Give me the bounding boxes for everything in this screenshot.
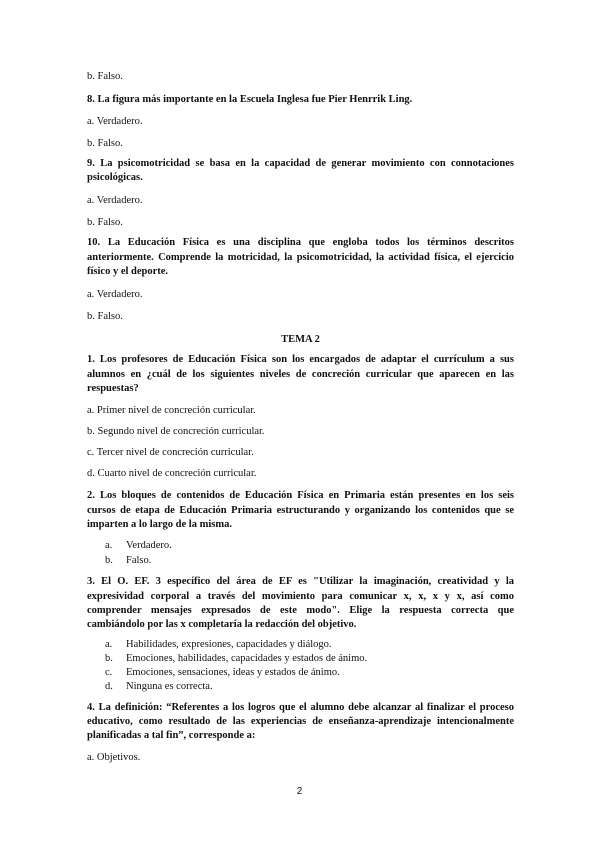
answer-a-q1: a. Primer nivel de concreción curricular. [87, 405, 256, 416]
answer-b-q7: b. Falso. [87, 71, 123, 82]
question-4-line-3: planificadas a tal fin”, corresponde a: [87, 730, 256, 741]
question-1-line-3: respuestas? [87, 383, 139, 394]
question-8: 8. La figura más importante en la Escuela Inglesa fue Pier Henrrik Ling. [87, 94, 413, 105]
list-marker: b. [105, 653, 113, 664]
list-text: Falso. [126, 555, 152, 566]
question-3-line-1: 3. El O. EF. 3 específico del área de EF es "Utilizar la imaginación, creatividad y la [87, 576, 514, 587]
question-1-line-1: 1. Los profesores de Educación Física son los encargados de adaptar el currículum a sus [87, 354, 514, 365]
list-marker: d. [105, 681, 113, 692]
answer-b-q10: b. Falso. [87, 311, 123, 322]
question-2-line-2: cursos de etapa de Educación Primaria estructurando y organizando los contenidos que se [87, 505, 514, 516]
question-1-line-2: alumnos en ¿cuál de los siguientes niveles de concreción curricular que aparecen en las [87, 369, 514, 380]
question-2-line-1: 2. Los bloques de contenidos de Educación Física en Primaria están presentes en los seis [87, 490, 514, 501]
question-3-line-2: expresividad corporal a través del movimiento para comunicar x, x, x y x, así como [87, 591, 514, 602]
list-item-q3-a [105, 638, 505, 651]
list-marker: a. [105, 639, 113, 650]
question-3-line-4: cambiándolo por las x completaría la redacción del objetivo. [87, 619, 357, 630]
question-2-line-3: imparten a lo largo de la misma. [87, 519, 232, 530]
answer-c-q1: c. Tercer nivel de concreción curricular. [87, 447, 254, 458]
answer-b-q1: b. Segundo nivel de concreción curricular. [87, 426, 265, 437]
answer-a-q10: a. Verdadero. [87, 289, 143, 300]
list-item-q3-b [105, 652, 505, 665]
question-10-line-1: 10. La Educación Física es una disciplina que engloba todos los términos descritos [87, 237, 514, 248]
question-4-line-2: educativo, como resultado de las experiencias de enseñanza-aprendizaje intencionalmente [87, 716, 514, 727]
section-heading: TEMA 2 [281, 334, 320, 345]
list-text: Emociones, habilidades, capacidades y estados de ánimo. [126, 653, 368, 664]
list-text: Ninguna es correcta. [126, 681, 213, 692]
answer-a-q8: a. Verdadero. [87, 116, 143, 127]
answer-a-q9: a. Verdadero. [87, 195, 143, 206]
list-text: Verdadero. [126, 540, 172, 551]
question-10-line-3: físico y el deporte. [87, 266, 169, 277]
list-item-q3-c [105, 666, 505, 679]
list-text: Habilidades, expresiones, capacidades y diálogo. [126, 639, 332, 650]
question-10-line-2: anteriormente. Comprende la motricidad, la psicomotricidad, la actividad física, el ejercicio [87, 252, 514, 263]
answer-b-q9: b. Falso. [87, 217, 123, 228]
list-item-q2-a [105, 539, 305, 552]
page-number: 2 [296, 786, 303, 797]
answer-a-q4: a. Objetivos. [87, 752, 141, 763]
answer-d-q1: d. Cuarto nivel de concreción curricular. [87, 468, 257, 479]
question-4-line-1: 4. La definición: “Referentes a los logros que el alumno debe alcanzar al finalizar el proceso [87, 702, 514, 713]
list-marker: c. [105, 667, 113, 678]
list-item-q2-b [105, 554, 305, 567]
question-3-line-3: comprender mensajes expresados de este modo". Elige la respuesta correcta que [87, 605, 514, 616]
question-9-line-2: psicológicas. [87, 172, 143, 183]
answer-b-q8: b. Falso. [87, 138, 123, 149]
list-marker: a. [105, 540, 113, 551]
list-item-q3-d [105, 680, 505, 693]
list-text: Emociones, sensaciones, ideas y estados de ánimo. [126, 667, 340, 678]
question-9-line-1: 9. La psicomotricidad se basa en la capacidad de generar movimiento con connotaciones [87, 158, 514, 169]
list-marker: b. [105, 555, 113, 566]
